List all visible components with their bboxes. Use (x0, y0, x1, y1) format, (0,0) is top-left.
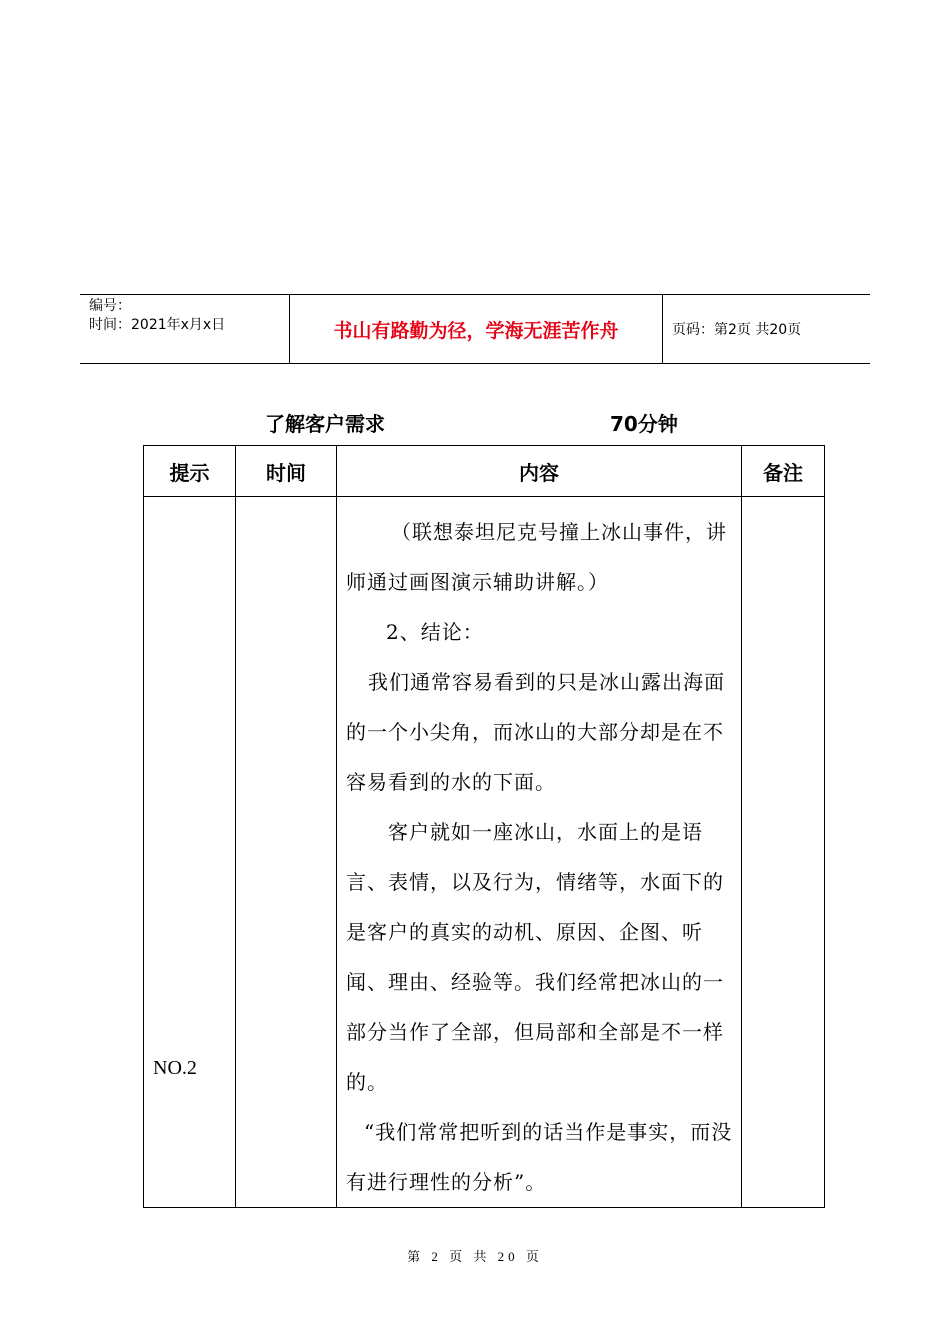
hint-number: NO.2 (153, 1057, 197, 1079)
serial-label: 编号： (89, 298, 131, 314)
content-paragraph: “我们常常把听到的话当作是事实，而没有进行理性的分析”。 (346, 1120, 733, 1194)
document-header (80, 294, 870, 364)
hint-cell (144, 497, 236, 1208)
content-paragraph: 2、结论： (386, 620, 484, 644)
page-footer: 第 2 页 共 20 页 (407, 1249, 543, 1264)
header-remark: 备注 (742, 446, 825, 497)
content-paragraph: 我们通常容易看到的只是冰山露出海面的一个小尖角，而冰山的大部分却是在不容易看到的水的下面。 (346, 670, 725, 794)
lesson-table (143, 445, 825, 1208)
section-duration: 70分钟 (610, 412, 678, 436)
header-page-info: 页码：第2页 共20页 (672, 322, 802, 338)
content-paragraph: 客户就如一座冰山，水面上的是语言、表情，以及行为，情绪等，水面下的是客户的真实的动机、原因、企图、听闻、理由、经验等。我们经常把冰山的一部分当作了全部，但局部和全部是不一样的。 (346, 820, 724, 1094)
header-motto: 书山有路勤为径，学海无涯苦作舟 (289, 295, 663, 363)
time-cell (236, 497, 337, 1208)
section-title: 了解客户需求 (265, 412, 385, 436)
date-line: 时间：2021年x月x日 (89, 317, 226, 333)
table-header-row (144, 446, 825, 497)
header-hint: 提示 (144, 446, 236, 497)
header-content: 内容 (337, 446, 742, 497)
table-row (144, 497, 825, 1208)
content-cell (337, 497, 742, 1208)
content-paragraph: （联想泰坦尼克号撞上冰山事件，讲师通过画图演示辅助讲解。） (346, 520, 727, 594)
header-time: 时间 (236, 446, 337, 497)
remark-cell (742, 497, 825, 1208)
header-meta (80, 295, 289, 363)
